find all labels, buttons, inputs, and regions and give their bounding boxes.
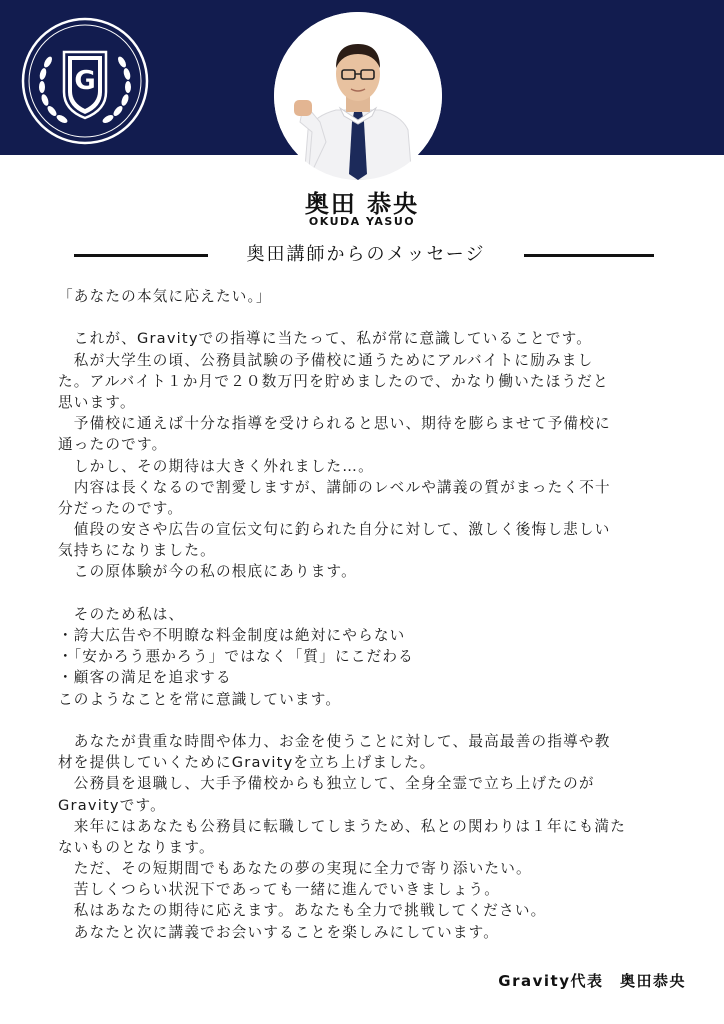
message-line: ないものとなります。 xyxy=(58,838,215,856)
message-line: 公務員を退職し、大手予備校からも独立して、全身全霊で立ち上げたのが xyxy=(58,775,595,793)
message-line: ・誇大広告や不明瞭な料金制度は絶対にやらない xyxy=(58,627,406,644)
message-line: 苦しくつらい状況下であっても一緒に進んでいきましょう。 xyxy=(58,881,501,899)
message-line: 来年にはあなたも公務員に転職してしまうため、私との関わりは１年にも満た xyxy=(58,817,626,835)
message-line: 思います。 xyxy=(58,393,136,411)
message-line: 私はあなたの期待に応えます。あなたも全力で挑戦してください。 xyxy=(58,902,547,920)
message-line xyxy=(58,307,666,328)
message-line: ・顧客の満足を追求する xyxy=(58,669,232,687)
message-line: あなたが貴重な時間や体力、お金を使うことに対して、最高最善の指導や教 xyxy=(58,732,611,750)
message-line: 分だったのです。 xyxy=(58,499,184,517)
message-heading: 奥田講師からのメッセージ xyxy=(246,244,486,265)
message-line: 気持ちになりました。 xyxy=(58,542,216,560)
signature: Gravity代表 奥田恭央 xyxy=(498,972,686,990)
message-line: 内容は長くなるので割愛しますが、講師のレベルや講義の質がまったく不十 xyxy=(58,478,611,496)
message-line: 予備校に通えば十分な指導を受けられると思い、期待を膨らませて予備校に xyxy=(58,415,611,433)
message-line: しかし、その期待は大きく外れました…。 xyxy=(58,457,374,475)
message-line: この原体験が今の私の根底にあります。 xyxy=(58,563,357,581)
message-line: た。アルバイト１か月で２０数万円を貯めましたので、かなり働いたほうだと xyxy=(58,372,609,390)
message-line: ・「安かろう悪かろう」ではなく「質」にこだわる xyxy=(58,648,414,666)
message-heading-block xyxy=(74,241,654,269)
message-body xyxy=(58,286,666,943)
message-line: このようなことを常に意識しています。 xyxy=(58,690,342,708)
message-line: 値段の安さや広告の宣伝文句に釣られた自分に対して、激しく後悔し悲しい xyxy=(58,521,611,539)
message-line: 材を提供していくためにGravityを立ち上げました。 xyxy=(58,754,436,772)
heading-rule-right xyxy=(524,254,654,257)
message-line: 通ったのです。 xyxy=(58,436,168,454)
message-line: そのため私は、 xyxy=(58,605,185,623)
instructor-name-en: OKUDA YASUO xyxy=(308,215,416,228)
message-line: 私が大学生の頃、公務員試験の予備校に通うためにアルバイトに励みまし xyxy=(58,351,594,369)
gravity-crest-logo xyxy=(18,14,152,148)
message-line: 「あなたの本気に応えたい。」 xyxy=(58,288,272,305)
message-line: これが、Gravityでの指導に当たって、私が常に意識していることです。 xyxy=(58,330,593,348)
message-line xyxy=(58,710,666,731)
message-line xyxy=(58,583,666,604)
message-line: Gravityです。 xyxy=(58,796,166,814)
heading-rule-left xyxy=(74,254,208,257)
message-line: あなたと次に講義でお会いすることを楽しみにしています。 xyxy=(58,923,500,941)
instructor-name-jp: 奥田 恭央 xyxy=(304,190,420,218)
logo-letter: G xyxy=(74,66,96,96)
portrait-photo xyxy=(274,12,442,180)
message-line: ただ、その短期間でもあなたの夢の実現に全力で寄り添いたい。 xyxy=(58,860,532,878)
